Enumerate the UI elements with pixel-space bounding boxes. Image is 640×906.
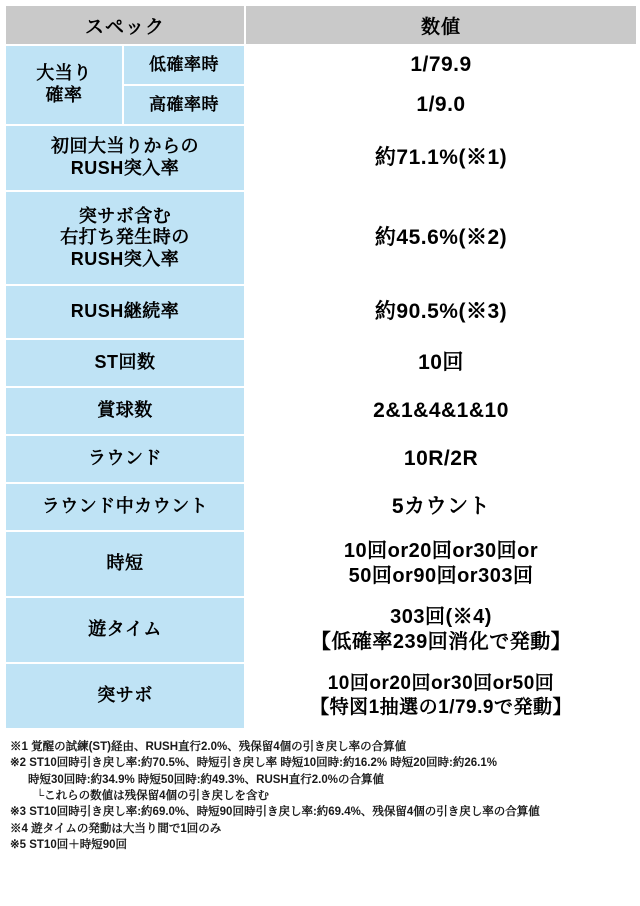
row-value-first-rush-rate: 約71.1%(※1) bbox=[245, 125, 637, 191]
row-value-round: 10R/2R bbox=[245, 435, 637, 483]
row-value-st-count: 10回 bbox=[245, 339, 637, 387]
table-row bbox=[5, 663, 637, 729]
footnotes bbox=[4, 730, 636, 859]
table-row bbox=[5, 285, 637, 339]
table-row bbox=[5, 483, 637, 531]
footnote-5: ※5 ST10回＋時短90回 bbox=[10, 838, 128, 851]
table-row bbox=[5, 191, 637, 285]
row-value-totsusabo: 10回or20回or30回or50回 【特図1抽選の1/79.9で発動】 bbox=[245, 663, 637, 729]
table-row bbox=[5, 339, 637, 387]
row-value-yutime: 303回(※4) 【低確率239回消化で発動】 bbox=[245, 597, 637, 663]
row-value-rush-continuation: 約90.5%(※3) bbox=[245, 285, 637, 339]
row-label-jackpot-probability: 大当り 確率 bbox=[5, 45, 123, 125]
row-label-yutime: 遊タイム bbox=[5, 597, 245, 663]
table-header-row bbox=[5, 5, 637, 45]
footnote-1: ※1 覚醒の試練(ST)経由、RUSH直行2.0%、残保留4個の引き戻し率の合算値 bbox=[10, 741, 407, 753]
row-value-jitan: 10回or20回or30回or 50回or90回or303回 bbox=[245, 531, 637, 597]
column-header-spec: スペック bbox=[5, 5, 245, 45]
row-label-payout: 賞球数 bbox=[5, 387, 245, 435]
row-value-right-hit-rush-rate: 約45.6%(※2) bbox=[245, 191, 637, 285]
row-label-first-rush-rate: 初回大当りからの RUSH突入率 bbox=[5, 125, 245, 191]
row-value-low-probability: 1/79.9 bbox=[245, 45, 637, 85]
footnote-2: ※2 ST10回時引き戻し率:約70.5%、時短引き戻し率 時短10回時:約16.2% 時短20回時:約26.1% bbox=[10, 757, 497, 770]
footnote-2-cont: 時短30回時:約34.9% 時短50回時:約49.3%、RUSH直行2.0%の合算値 bbox=[28, 773, 384, 786]
column-header-value: 数値 bbox=[245, 5, 637, 45]
row-value-high-probability: 1/9.0 bbox=[245, 85, 637, 125]
row-label-round-count: ラウンド中カウント bbox=[5, 483, 245, 531]
row-label-round: ラウンド bbox=[5, 435, 245, 483]
row-value-round-count: 5カウント bbox=[245, 483, 637, 531]
row-label-jitan: 時短 bbox=[5, 531, 245, 597]
table-row bbox=[5, 597, 637, 663]
table-row bbox=[5, 387, 637, 435]
row-label-right-hit-rush-rate: 突サボ含む 右打ち発生時の RUSH突入率 bbox=[5, 191, 245, 285]
row-value-payout: 2&1&4&1&10 bbox=[245, 387, 637, 435]
table-row bbox=[5, 125, 637, 191]
footnote-2-note: └これらの数値は残保留4個の引き戻しを含む bbox=[36, 789, 270, 802]
row-label-totsusabo: 突サボ bbox=[5, 663, 245, 729]
table-row bbox=[5, 435, 637, 483]
table-row bbox=[5, 531, 637, 597]
row-sublabel-low-probability: 低確率時 bbox=[123, 45, 245, 85]
footnote-3: ※3 ST10回時引き戻し率:約69.0%、時短90回時引き戻し率:約69.4%、残保留4個の引き戻し率の合算値 bbox=[10, 806, 540, 819]
row-sublabel-high-probability: 高確率時 bbox=[123, 85, 245, 125]
spec-table bbox=[4, 4, 638, 730]
table-row bbox=[5, 45, 637, 85]
row-label-st-count: ST回数 bbox=[5, 339, 245, 387]
row-label-rush-continuation: RUSH継続率 bbox=[5, 285, 245, 339]
footnote-4: ※4 遊タイムの発動は大当り間で1回のみ bbox=[10, 822, 222, 835]
